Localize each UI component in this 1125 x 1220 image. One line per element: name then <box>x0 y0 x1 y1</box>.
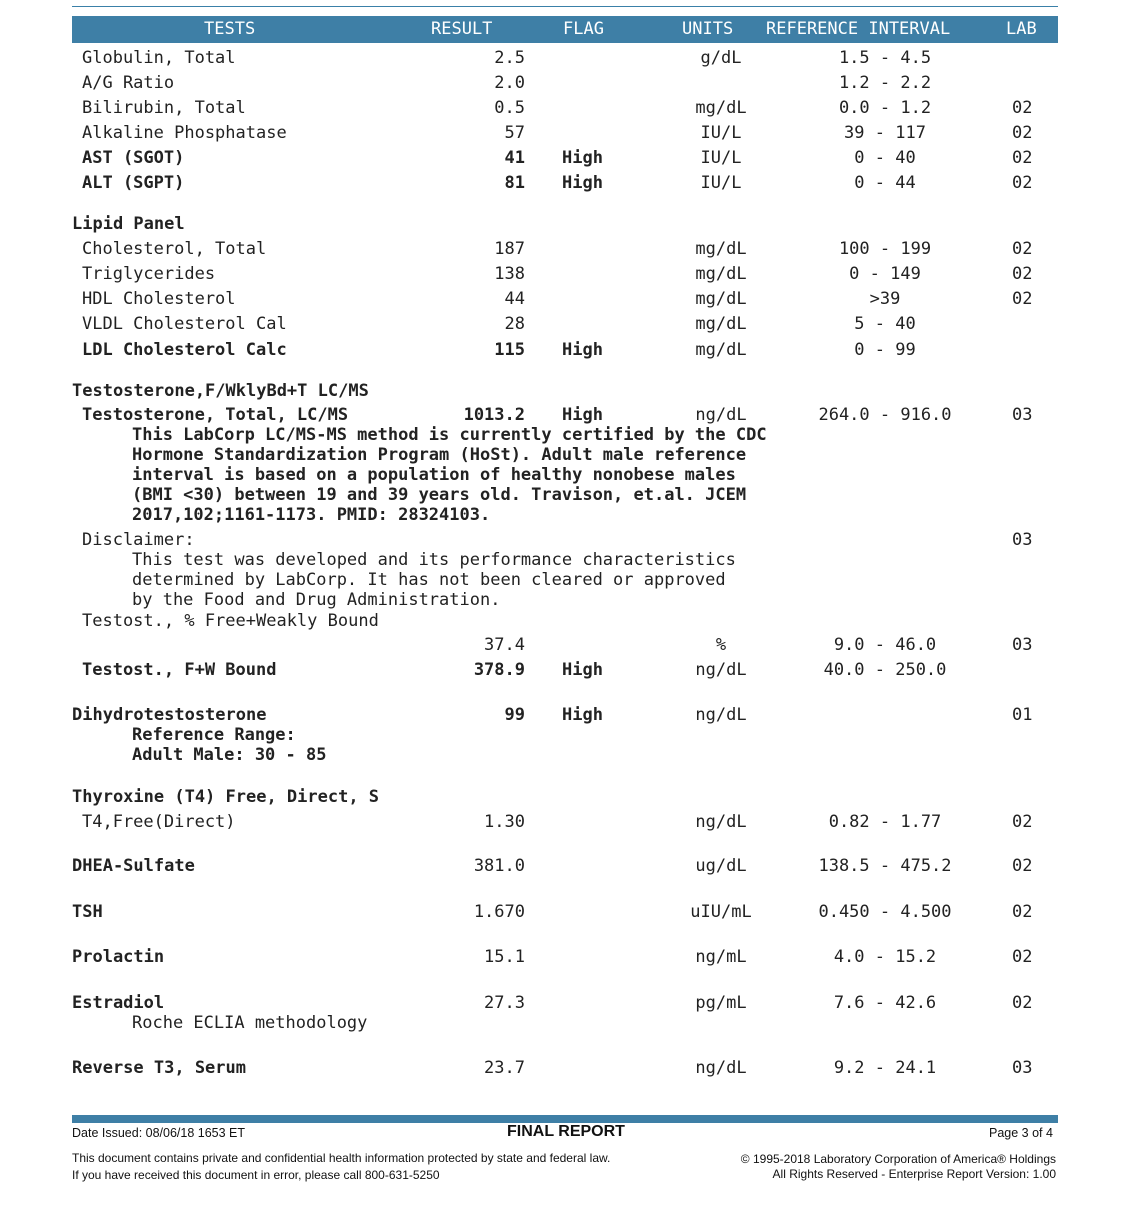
test-result: 0.5 <box>494 98 525 118</box>
test-lab: 03 <box>1012 530 1033 550</box>
test-reference-interval: 138.5 - 475.2 <box>818 856 952 876</box>
test-flag: High <box>562 660 603 680</box>
test-lab: 03 <box>1012 1058 1033 1078</box>
test-reference-interval: 40.0 - 250.0 <box>823 660 947 680</box>
test-reference-interval: 0.450 - 4.500 <box>818 902 952 922</box>
test-result: 27.3 <box>484 993 525 1013</box>
test-lab: 02 <box>1012 239 1033 259</box>
test-units: mg/dL <box>695 289 747 309</box>
test-units: ng/dL <box>695 405 747 425</box>
test-lab: 02 <box>1012 264 1033 284</box>
test-result: 2.0 <box>494 73 525 93</box>
test-name: DHEA-Sulfate <box>72 856 195 876</box>
test-name: Reverse T3, Serum <box>72 1058 246 1078</box>
test-units: mg/dL <box>695 314 747 334</box>
test-name: Prolactin <box>72 947 165 967</box>
test-result: 81 <box>504 173 525 193</box>
confidential-notice-2: If you have received this document in error, please call 800-631-5250 <box>72 1168 440 1182</box>
test-name: TSH <box>72 902 103 922</box>
test-units: % <box>715 635 727 655</box>
copyright: © 1995-2018 Laboratory Corporation of America® Holdings <box>740 1152 1056 1166</box>
test-name: Disclaimer: <box>82 530 195 550</box>
test-name: LDL Cholesterol Calc <box>82 340 287 360</box>
test-result: 28 <box>504 314 525 334</box>
test-result: 1013.2 <box>463 405 525 425</box>
test-lab: 01 <box>1012 705 1033 725</box>
test-lab: 02 <box>1012 947 1033 967</box>
test-flag: High <box>562 705 603 725</box>
test-lab: 03 <box>1012 635 1033 655</box>
top-rule <box>72 6 1058 7</box>
test-result: 378.9 <box>473 660 525 680</box>
test-reference-interval: 0 - 99 <box>854 340 916 360</box>
test-reference-interval: 0 - 44 <box>854 173 916 193</box>
test-reference-interval: 9.2 - 24.1 <box>833 1058 937 1078</box>
test-result: 1.670 <box>473 902 525 922</box>
test-reference-interval: 0 - 40 <box>854 148 916 168</box>
test-reference-interval: 7.6 - 42.6 <box>833 993 937 1013</box>
test-reference-interval: 0.82 - 1.77 <box>828 812 942 832</box>
test-result: 187 <box>494 239 525 259</box>
test-result: 44 <box>504 289 525 309</box>
confidential-notice-1: This document contains private and confidential health information protected by state and federal law. <box>72 1151 611 1165</box>
test-units: uIU/mL <box>690 902 752 922</box>
footer-rule <box>72 1115 1058 1123</box>
test-reference-interval: 1.2 - 2.2 <box>838 73 932 93</box>
test-result: 99 <box>504 705 525 725</box>
test-units: mg/dL <box>695 264 747 284</box>
test-name: AST (SGOT) <box>82 148 185 168</box>
test-reference-interval: 39 - 117 <box>844 123 926 143</box>
test-name: Triglycerides <box>82 264 216 284</box>
test-name: Estradiol <box>72 993 165 1013</box>
test-units: ng/dL <box>695 1058 747 1078</box>
test-reference-interval: 9.0 - 46.0 <box>833 635 937 655</box>
result-comment: Roche ECLIA methodology <box>132 1013 368 1033</box>
test-name: Bilirubin, Total <box>82 98 246 118</box>
test-name: T4,Free(Direct) <box>82 812 236 832</box>
test-name: A/G Ratio <box>82 73 175 93</box>
test-reference-interval: >39 <box>869 289 901 309</box>
section-heading: Testosterone,F/WklyBd+T LC/MS <box>72 381 369 401</box>
test-lab: 02 <box>1012 856 1033 876</box>
test-result: 15.1 <box>484 947 525 967</box>
test-name: Dihydrotestosterone <box>72 705 267 725</box>
test-reference-interval: 0 - 149 <box>849 264 921 284</box>
test-lab: 02 <box>1012 173 1033 193</box>
test-units: g/dL <box>700 48 742 68</box>
test-flag: High <box>562 340 603 360</box>
test-result: 1.30 <box>484 812 525 832</box>
test-flag: High <box>562 405 603 425</box>
test-reference-interval: 100 - 199 <box>838 239 932 259</box>
page-number: Page 3 of 4 <box>989 1126 1053 1140</box>
final-report-label: FINAL REPORT <box>507 1123 625 1140</box>
test-units: ug/dL <box>695 856 747 876</box>
header-reference-interval: REFERENCE INTERVAL <box>766 19 951 39</box>
test-name: Testost., F+W Bound <box>82 660 277 680</box>
test-result: 41 <box>504 148 525 168</box>
result-comment: Reference Range: Adult Male: 30 - 85 <box>132 725 327 765</box>
header-result: RESULT <box>431 19 493 39</box>
test-result: 2.5 <box>494 48 525 68</box>
date-issued: Date Issued: 08/06/18 1653 ET <box>72 1126 246 1140</box>
test-units: pg/mL <box>695 993 747 1013</box>
test-flag: High <box>562 173 603 193</box>
test-reference-interval: 0.0 - 1.2 <box>838 98 932 118</box>
test-name: ALT (SGPT) <box>82 173 185 193</box>
test-units: ng/dL <box>695 812 747 832</box>
section-heading: Lipid Panel <box>72 214 185 234</box>
test-reference-interval: 5 - 40 <box>854 314 916 334</box>
test-name: Testost., % Free+Weakly Bound <box>82 611 379 631</box>
test-lab: 03 <box>1012 405 1033 425</box>
result-comment: This LabCorp LC/MS-MS method is currently certified by the CDC Hormone Standardization Program (HoSt). Adult male reference interval is based on a population of healthy nonobese males (BMI <30) between 19 and 39 years old. Travison, et.al. JCEM 2017,102;1161-1173. PMID: 28324103. <box>132 425 767 525</box>
test-reference-interval: 264.0 - 916.0 <box>818 405 952 425</box>
test-result: 23.7 <box>484 1058 525 1078</box>
test-name: Globulin, Total <box>82 48 236 68</box>
result-comment: This test was developed and its performance characteristics determined by LabCorp. It has not been cleared or approved by the Food and Drug Administration. <box>132 550 736 610</box>
header-units: UNITS <box>682 19 734 39</box>
section-heading: Thyroxine (T4) Free, Direct, S <box>72 787 380 807</box>
test-lab: 02 <box>1012 812 1033 832</box>
header-tests: TESTS <box>204 19 256 39</box>
test-units: IU/L <box>700 123 742 143</box>
test-units: IU/L <box>700 173 742 193</box>
test-units: ng/dL <box>695 705 747 725</box>
test-name: HDL Cholesterol <box>82 289 236 309</box>
test-lab: 02 <box>1012 993 1033 1013</box>
test-reference-interval: 1.5 - 4.5 <box>838 48 932 68</box>
test-reference-interval: 4.0 - 15.2 <box>833 947 937 967</box>
header-flag: FLAG <box>563 19 604 39</box>
test-lab: 02 <box>1012 148 1033 168</box>
test-units: ng/mL <box>695 947 747 967</box>
test-name: Cholesterol, Total <box>82 239 267 259</box>
test-result: 115 <box>494 340 525 360</box>
test-name: VLDL Cholesterol Cal <box>82 314 287 334</box>
test-units: mg/dL <box>695 98 747 118</box>
test-lab: 02 <box>1012 123 1033 143</box>
test-lab: 02 <box>1012 289 1033 309</box>
test-units: ng/dL <box>695 660 747 680</box>
test-lab: 02 <box>1012 902 1033 922</box>
table-header <box>72 16 1058 43</box>
test-result: 57 <box>504 123 525 143</box>
test-units: mg/dL <box>695 239 747 259</box>
test-result: 37.4 <box>484 635 525 655</box>
test-name: Alkaline Phosphatase <box>82 123 287 143</box>
test-lab: 02 <box>1012 98 1033 118</box>
test-units: mg/dL <box>695 340 747 360</box>
test-flag: High <box>562 148 603 168</box>
header-lab: LAB <box>1006 19 1037 39</box>
test-result: 138 <box>494 264 525 284</box>
test-units: IU/L <box>700 148 742 168</box>
test-name: Testosterone, Total, LC/MS <box>82 405 349 425</box>
rights-reserved: All Rights Reserved - Enterprise Report Version: 1.00 <box>772 1167 1056 1181</box>
test-result: 381.0 <box>473 856 525 876</box>
